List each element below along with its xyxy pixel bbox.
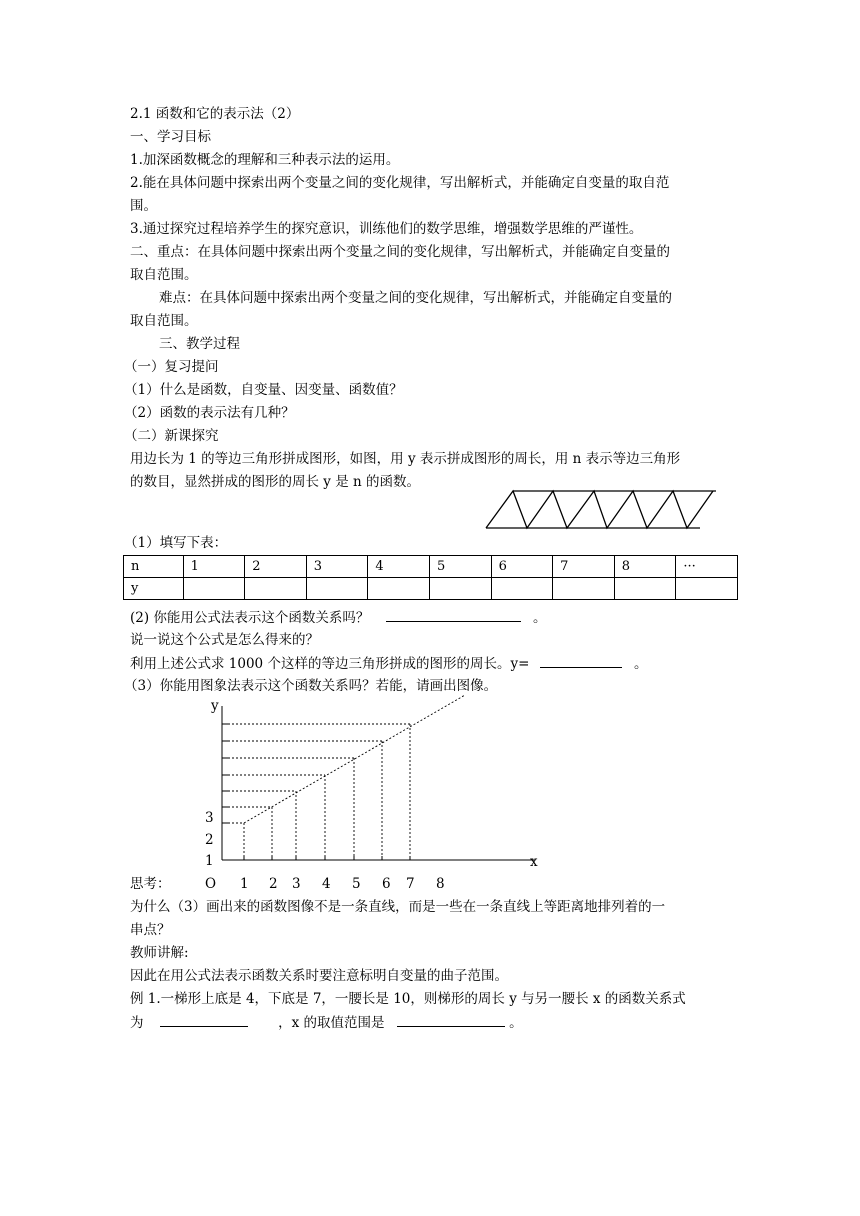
goal-1: 1.加深函数概念的理解和三种表示法的运用。	[130, 152, 400, 168]
period: 。	[533, 610, 547, 626]
example-1-line2	[130, 1012, 523, 1032]
x-axis-label: x	[530, 854, 538, 870]
x-tick-label: 2	[269, 876, 278, 892]
period: 。	[633, 656, 648, 672]
table-cell: 7	[553, 556, 615, 578]
difficulty-line1: 难点：在具体问题中探索出两个变量之间的变化规律，写出解析式，并能确定自变量的	[159, 290, 672, 306]
why-line2: 串点？	[130, 922, 171, 938]
intro-line1: 用边长为 1 的等边三角形拼成图形，如图，用 y 表示拼成图形的周长，用 n 表示等边三角形	[130, 451, 681, 467]
table-cell: n	[124, 556, 184, 578]
key-point-line1: 二、重点：在具体问题中探索出两个变量之间的变化规律，写出解析式，并能确定自变量的	[130, 244, 670, 260]
table-cell[interactable]	[676, 578, 738, 600]
teacher-label: 教师讲解:	[130, 945, 189, 961]
question-2: （2）函数的表示法有几种？	[124, 405, 295, 421]
y-tick-label: 3	[205, 810, 214, 826]
table-cell: 2	[245, 556, 307, 578]
sub-explore: （二）新课探究	[124, 428, 219, 444]
formula-answer-blank[interactable]	[386, 607, 521, 622]
goal-3: 3.通过探究过程培养学生的探究意识，训练他们的数学思维，增强数学思维的严谨性。	[130, 221, 643, 237]
intro-line2: 的数目，显然拼成的图形的周长 y 是 n 的函数。	[130, 474, 420, 490]
y-axis-label: y	[211, 698, 219, 714]
question-formula-text: (2) 你能用公式法表示这个函数关系吗？	[130, 610, 370, 626]
value-table	[123, 555, 738, 600]
sub-review: （一）复习提问	[124, 359, 219, 375]
perimeter-answer-blank[interactable]	[540, 653, 622, 668]
table-row-n	[124, 556, 738, 578]
table-cell: 8	[614, 556, 676, 578]
table-cell: 4	[368, 556, 430, 578]
example-range-text: ，x 的取值范围是	[278, 1015, 385, 1031]
question-graph: （3）你能用图象法表示这个函数关系吗？若能，请画出图像。	[124, 678, 498, 694]
note-line: 因此在用公式法表示函数关系时要注意标明自变量的曲子范围。	[130, 968, 508, 984]
fill-table-prompt: （1）填写下表：	[124, 535, 228, 551]
table-cell: ···	[676, 556, 738, 578]
table-cell[interactable]	[429, 578, 491, 600]
table-cell[interactable]	[245, 578, 307, 600]
y-tick-label: 1	[205, 853, 214, 869]
table-cell: 5	[429, 556, 491, 578]
question-explain: 说一说这个公式是怎么得来的？	[130, 632, 319, 648]
example-prefix: 为	[130, 1015, 144, 1031]
think-label: 思考：	[130, 876, 171, 892]
x-tick-label: 1	[240, 876, 249, 892]
question-1000-text: 利用上述公式求 1000 个这样的等边三角形拼成的图形的周长。y=	[130, 656, 530, 672]
x-tick-label: 7	[406, 876, 415, 892]
range-answer-blank[interactable]	[397, 1012, 505, 1027]
table-cell: y	[124, 578, 184, 600]
heading-process: 三、教学过程	[159, 336, 240, 352]
function-answer-blank[interactable]	[160, 1012, 248, 1027]
difficulty-line2: 取自范围。	[130, 313, 198, 329]
table-cell[interactable]	[306, 578, 368, 600]
goal-2-line1: 2.能在具体问题中探索出两个变量之间的变化规律，写出解析式，并能确定自变量的取自范	[130, 175, 670, 191]
x-tick-label: 3	[292, 876, 301, 892]
question-formula	[130, 607, 547, 627]
table-cell: 1	[183, 556, 245, 578]
triangle-strip-figure	[480, 486, 720, 532]
x-tick-label: 6	[382, 876, 391, 892]
table-cell: 3	[306, 556, 368, 578]
x-tick-label: 5	[352, 876, 361, 892]
table-cell[interactable]	[183, 578, 245, 600]
table-row-y	[124, 578, 738, 600]
key-point-line2: 取自范围。	[130, 267, 198, 283]
heading-goals: 一、学习目标	[130, 129, 211, 145]
x-tick-label: 4	[322, 876, 331, 892]
section-title: 2.1 函数和它的表示法（2）	[130, 106, 300, 122]
table-cell: 6	[491, 556, 553, 578]
origin-label: O	[205, 876, 217, 892]
question-1000	[130, 653, 647, 673]
goal-2-line2: 围。	[130, 198, 157, 214]
y-tick-label: 2	[205, 832, 214, 848]
function-graph	[195, 690, 555, 895]
table-cell[interactable]	[491, 578, 553, 600]
period: 。	[509, 1015, 523, 1031]
table-cell[interactable]	[614, 578, 676, 600]
table-cell[interactable]	[553, 578, 615, 600]
table-cell[interactable]	[368, 578, 430, 600]
graph-dotted-lines	[228, 695, 465, 860]
question-1: （1）什么是函数，自变量、因变量、函数值？	[124, 382, 403, 398]
example-1-line1: 例 1.一梯形上底是 4，下底是 7，一腰长是 10，则梯形的周长 y 与另一腰长 x 的函数关系式	[130, 991, 686, 1007]
why-line1: 为什么（3）画出来的函数图像不是一条直线，而是一些在一条直线上等距离地排列着的一	[130, 899, 666, 915]
x-tick-label: 8	[436, 876, 445, 892]
